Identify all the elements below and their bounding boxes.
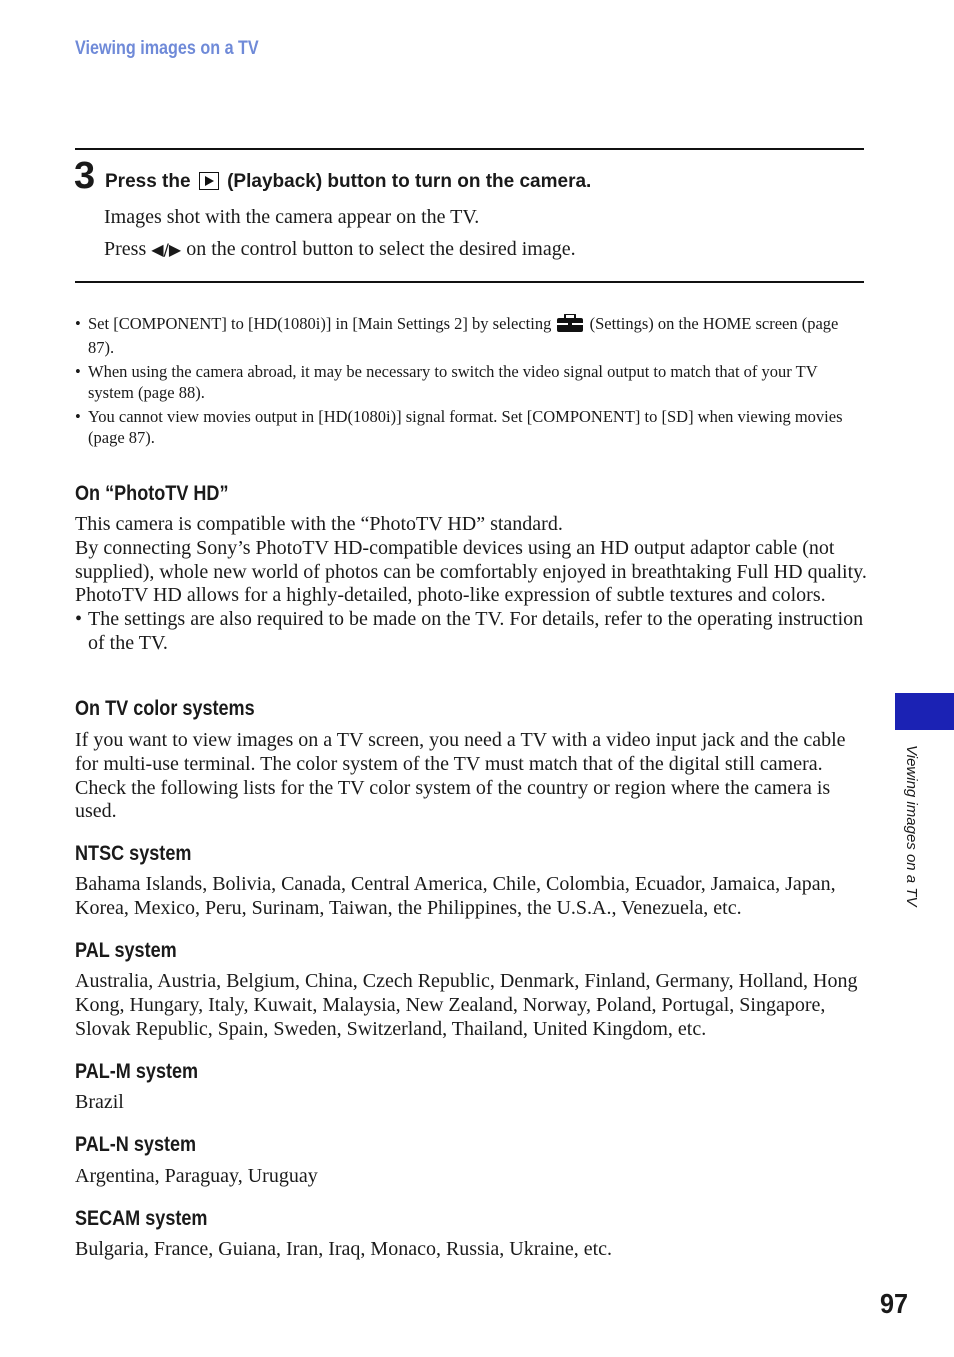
ntsc-countries: Bahama Islands, Bolivia, Canada, Central America, Chile, Colombia, Ecuador, Jamaica, Japan, Korea, Mexico, Peru, Surinam, Taiwan, the Philippines, the U.S.A., Venezuela, etc.: [75, 873, 836, 919]
pal-n-heading: PAL-N system: [75, 1133, 197, 1156]
side-tab-marker: [895, 693, 954, 730]
step-text-2-after: on the control button to select the desired image.: [181, 238, 576, 260]
pal-heading: PAL system: [75, 939, 177, 962]
playback-icon: [199, 172, 219, 190]
step-title: [105, 171, 591, 193]
secam-heading: SECAM system: [75, 1207, 208, 1230]
bullet: •: [75, 608, 83, 631]
note-text: When using the camera abroad, it may be necessary to switch the video signal output to match that of your TV system (page 88).: [88, 362, 818, 402]
step-text-2: [104, 237, 576, 262]
secam-countries: Bulgaria, France, Guiana, Iran, Iraq, Monaco, Russia, Ukraine, etc.: [75, 1238, 613, 1260]
color-systems-heading: On TV color systems: [75, 697, 255, 720]
pal-n-countries: Argentina, Paraguay, Uruguay: [75, 1165, 318, 1187]
notes-list: [75, 313, 865, 451]
phototv-body: [75, 513, 867, 656]
phototv-paragraph-1: This camera is compatible with the “PhotoTV HD” standard.: [75, 513, 563, 535]
phototv-heading: On “PhotoTV HD”: [75, 482, 229, 505]
step-title-after: (Playback) button to turn on the camera.: [227, 171, 592, 192]
note-text: Set [COMPONENT] to [HD(1080i)] in [Main Settings 2] by selecting: [88, 314, 552, 333]
pal-m-countries: Brazil: [75, 1091, 124, 1113]
step-bottom-rule: [75, 281, 864, 283]
phototv-paragraph-2: By connecting Sony’s PhotoTV HD-compatible devices using an HD output adaptor cable (not supplied), whole new world of photos can be comfortably enjoyed in breathtaking Full HD quality.: [75, 536, 867, 583]
note-item: [75, 361, 865, 403]
settings-toolbox-icon: [557, 314, 583, 337]
note-item: [75, 406, 865, 448]
step-text-2-before: Press: [104, 238, 152, 260]
note-item: [75, 313, 865, 358]
page-number: 97: [880, 1288, 909, 1319]
step-number: 3: [74, 155, 96, 197]
note-text: (Settings) on the HOME screen (page 87).: [88, 314, 839, 357]
phototv-bullet-text: The settings are also required to be made on the TV. For details, refer to the operating instruction of the TV.: [88, 608, 864, 654]
pal-m-heading: PAL-M system: [75, 1060, 199, 1083]
pal-countries: Australia, Austria, Belgium, China, Czech Republic, Denmark, Finland, Germany, Holland, Hong Kong, Hungary, Italy, Kuwait, Malaysia, New Zealand, Norway, Poland, Portugal, Singapore, Slovak Republic, Spain, Sweden, Switzerland, Thailand, United Kingdom, etc.: [75, 970, 858, 1040]
bullet: •: [75, 407, 81, 426]
phototv-bullet: [75, 608, 867, 656]
phototv-paragraph-3: PhotoTV HD allows for a highly-detailed, photo-like expression of subtle textures and colors.: [75, 584, 826, 607]
side-tab-label: Viewing images on a TV: [903, 745, 920, 907]
bullet: •: [75, 362, 81, 381]
left-right-arrows: ◀/▶: [151, 240, 182, 259]
step-title-before: Press the: [105, 171, 191, 192]
step-text-1: Images shot with the camera appear on the TV.: [104, 206, 480, 228]
bullet: •: [75, 314, 81, 333]
step-top-rule: [75, 148, 864, 150]
color-systems-text: If you want to view images on a TV screen, you need a TV with a video input jack and the cable for multi-use terminal. The color system of the TV must match that of the digital still camera. Check the following lists for the TV color system of the country or region where the camera is used.: [75, 729, 846, 823]
note-text: You cannot view movies output in [HD(1080i)] signal format. Set [COMPONENT] to [SD] when viewing movies (page 87).: [88, 407, 843, 447]
page-header: Viewing images on a TV: [75, 38, 259, 59]
ntsc-heading: NTSC system: [75, 842, 192, 865]
